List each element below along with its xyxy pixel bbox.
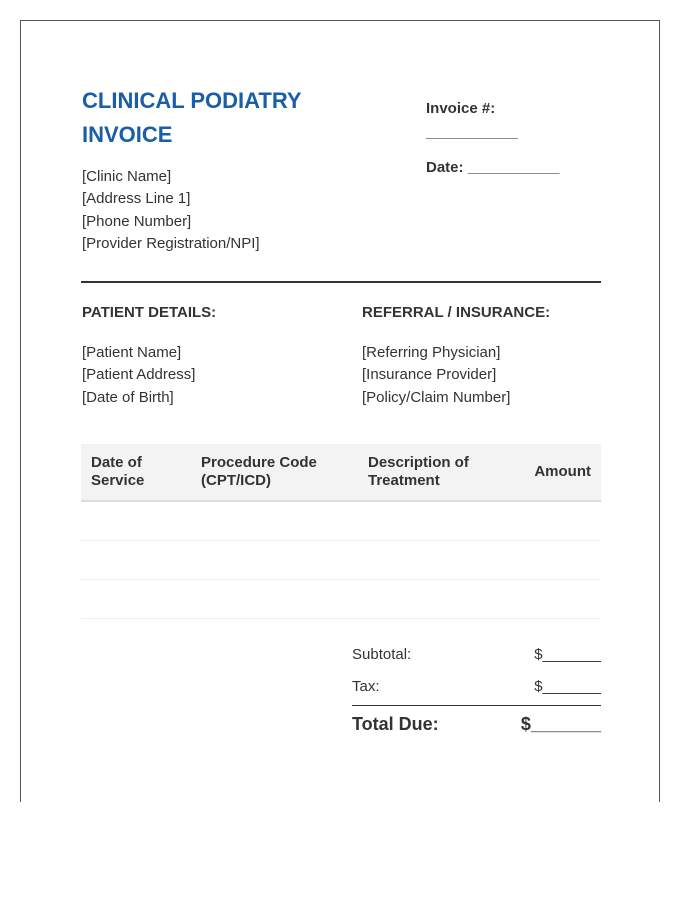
column-header-date-of-service	[81, 444, 191, 501]
total-due-label: Total Due:	[352, 714, 439, 734]
table-cell[interactable]	[358, 541, 521, 580]
column-header-line: Amount	[534, 463, 591, 480]
header-divider	[81, 281, 601, 283]
column-header-line: Treatment	[368, 472, 440, 489]
subtotal-row	[352, 639, 601, 671]
clinic-registration: [Provider Registration/NPI]	[82, 234, 260, 252]
column-header-procedure-code	[191, 444, 358, 501]
column-header-line: Description of	[368, 454, 469, 471]
invoice-number-field[interactable]: ___________	[426, 124, 518, 141]
table-cell[interactable]	[521, 580, 601, 619]
patient-details	[82, 342, 195, 409]
table-cell[interactable]	[358, 580, 521, 619]
table-cell[interactable]	[521, 501, 601, 541]
table-cell[interactable]	[191, 541, 358, 580]
subtotal-value[interactable]: $_______	[534, 646, 601, 663]
referral-details	[362, 342, 510, 409]
clinic-info	[82, 166, 260, 255]
table-cell[interactable]	[81, 580, 191, 619]
clinic-phone: [Phone Number]	[82, 212, 192, 230]
subtotal-label: Subtotal:	[352, 646, 412, 663]
insurance-provider: [Insurance Provider]	[362, 366, 497, 384]
totals-block	[352, 639, 601, 738]
table-cell[interactable]	[81, 541, 191, 580]
services-table	[81, 444, 601, 619]
patient-dob: [Date of Birth]	[82, 388, 174, 406]
table-row	[81, 501, 601, 541]
clinic-name: [Clinic Name]	[82, 168, 172, 185]
table-cell[interactable]	[521, 541, 601, 580]
table-cell[interactable]	[191, 580, 358, 619]
column-header-description	[358, 444, 521, 501]
referral-insurance-heading: REFERRAL / INSURANCE:	[362, 304, 551, 321]
invoice-date-label: Date:	[426, 159, 464, 176]
table-header-row	[81, 444, 601, 501]
invoice-title: CLINICAL PODIATRY INVOICE	[82, 88, 302, 147]
tax-row	[352, 671, 601, 703]
invoice-date-field[interactable]: ___________	[467, 159, 560, 176]
invoice-number-label: Invoice #:	[426, 100, 496, 117]
policy-claim-number: [Policy/Claim Number]	[362, 388, 511, 406]
patient-details-heading: PATIENT DETAILS:	[82, 304, 217, 321]
invoice-meta	[426, 99, 559, 178]
column-header-line: Procedure Code	[201, 454, 317, 471]
tax-value[interactable]: $_______	[534, 678, 601, 695]
table-cell[interactable]	[191, 501, 358, 541]
table-row	[81, 541, 601, 580]
column-header-line: Date of	[91, 454, 142, 471]
invoice-page	[20, 20, 660, 802]
column-header-line: (CPT/ICD)	[201, 472, 271, 489]
table-cell[interactable]	[358, 501, 521, 541]
table-row	[81, 580, 601, 619]
table-cell[interactable]	[81, 501, 191, 541]
patient-name: [Patient Name]	[82, 344, 182, 361]
tax-label: Tax:	[352, 678, 380, 695]
column-header-line: Service	[91, 472, 145, 489]
clinic-address: [Address Line 1]	[82, 190, 191, 208]
invoice-date-line	[426, 158, 559, 178]
patient-address: [Patient Address]	[82, 366, 196, 384]
column-header-amount	[521, 444, 601, 501]
referring-physician: [Referring Physician]	[362, 344, 501, 361]
total-due-row	[352, 705, 601, 738]
total-due-value[interactable]: $_______	[520, 714, 601, 734]
